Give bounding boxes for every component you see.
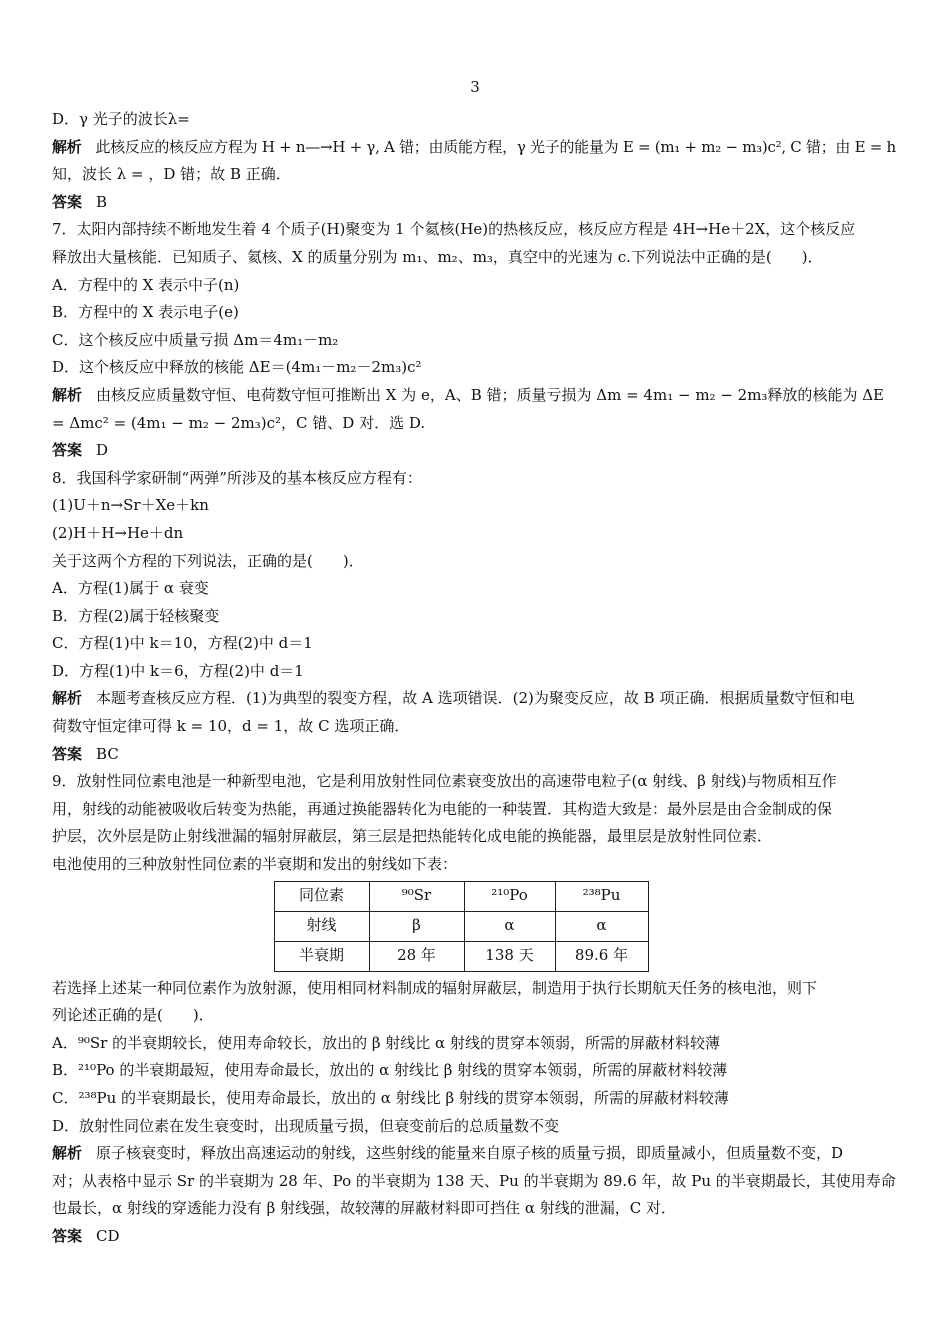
table-cell: α [464,911,555,941]
table-cell: 138 天 [464,941,555,971]
q9-option-b: B．²¹⁰Po 的半衰期最短，使用寿命最长，放出的 α 射线比 β 射线的贯穿本领弱，所需的屏蔽材料较薄 [52,1061,728,1080]
q9-table-intro: 电池使用的三种放射性同位素的半衰期和发出的射线如下表： [52,855,458,874]
table-cell: 89.6 年 [555,941,648,971]
q8-equation-2: (2)H＋H→He＋dn [52,523,184,542]
q9-option-d: D．放射性同位素在发生衰变时，出现质量亏损，但衰变前后的总质量数不变 [52,1116,560,1135]
q9-analysis-line-2: 对；从表格中显示 Sr 的半衰期为 28 年、Po 的半衰期为 138 天、Pu 的半衰期为 89.6 年，故 Pu 的半衰期最长，其使用寿命 [52,1171,896,1190]
answer-tag: 答案 [52,744,83,763]
q7-option-b: B．方程中的 X 表示电子(e) [52,303,239,322]
isotope-table-wrap [52,881,900,972]
table-cell: 28 年 [369,941,464,971]
analysis-tag: 解析 [52,1144,83,1163]
q8-analysis-text-1: 本题考查核反应方程．(1)为典型的裂变方程，故 A 选项错误．(2)为聚变反应，故 B 项正确．根据质量数守恒和电 [96,689,855,708]
q9-answer [52,1223,900,1251]
q7-answer-value: D [96,441,109,460]
table-row [274,911,648,941]
q8-stem: 8．我国科学家研制“两弹”所涉及的基本核反应方程有： [52,468,422,487]
q6-answer-value: B [96,192,108,211]
q6-analysis-line-2: 知，波长 λ = ，D 错；故 B 正确． [52,165,291,184]
table-cell: 射线 [274,911,369,941]
answer-tag: 答案 [52,441,83,460]
q8-analysis-line-1 [52,685,900,713]
table-cell: ²³⁸Pu [555,881,648,911]
table-cell: ²¹⁰Po [464,881,555,911]
q7-option-d: D．这个核反应中释放的核能 ΔE＝(4m₁－m₂－2m₃)c² [52,358,422,377]
analysis-tag: 解析 [52,689,83,708]
table-cell: α [555,911,648,941]
q8-option-c: C．方程(1)中 k＝10，方程(2)中 d＝1 [52,634,313,653]
q8-option-b: B．方程(2)属于轻核聚变 [52,606,220,625]
q7-answer [52,437,900,465]
table-cell: 半衰期 [274,941,369,971]
document-body [52,106,900,1251]
answer-tag: 答案 [52,1226,83,1245]
q9-answer-value: CD [96,1226,120,1245]
q8-answer-value: BC [96,744,119,763]
q9-option-c: C．²³⁸Pu 的半衰期最长，使用寿命最长，放出的 α 射线比 β 射线的贯穿本领弱，所需的屏蔽材料较薄 [52,1089,729,1107]
table-cell: 同位素 [274,881,369,911]
q8-analysis-line-2: 荷数守恒定律可得 k = 10，d = 1，故 C 选项正确． [52,717,410,736]
table-cell: β [369,911,464,941]
analysis-tag: 解析 [52,385,83,404]
q9-analysis-line-1 [52,1140,900,1168]
isotope-table [274,881,649,972]
q8-option-a: A．方程(1)属于 α 衰变 [52,579,209,598]
table-cell: ⁹⁰Sr [369,881,464,911]
q6-analysis-text-1: 此核反应的核反应方程为 H + n—→H + γ, A 错；由质能方程，γ 光子的能量为 E = (m₁ + m₂ − m₃)c², C 错；由 E = h [95,137,896,156]
q9-analysis-line-3: 也最长，α 射线的穿透能力没有 β 射线强，故较薄的屏蔽材料即可挡住 α 射线的泄漏，C 对． [52,1199,677,1218]
q9-stem-line-1: 9．放射性同位素电池是一种新型电池，它是利用放射性同位素衰变放出的高速带电粒子(α 射线、β 射线)与物质相互作 [52,772,837,791]
q7-analysis-line-2: = Δmc² = (4m₁ − m₂ − 2m₃)c²，C 错、D 对．选 D. [52,413,426,432]
q9-stem-line-3: 护层，次外层是防止射线泄漏的辐射屏蔽层，第三层是把热能转化成电能的换能器，最里层是放射性同位素． [52,827,773,846]
table-row [274,941,648,971]
page-number: 3 [470,78,480,96]
table-row [274,881,648,911]
q8-question: 关于这两个方程的下列说法，正确的是( )． [52,551,364,570]
q8-option-d: D．方程(1)中 k＝6，方程(2)中 d＝1 [52,661,304,680]
q6-option-d: D．γ 光子的波长λ= [52,110,190,128]
q7-option-a: A．方程中的 X 表示中子(n) [52,275,240,294]
q9-analysis-text-1: 原子核衰变时，释放出高速运动的射线，这些射线的能量来自原子核的质量亏损，即质量减小，但质量数不变，D [96,1144,844,1163]
q7-stem-line-2: 释放出大量核能．已知质子、氦核、X 的质量分别为 m₁、m₂、m₃，真空中的光速为 c.下列说法中正确的是( )． [52,247,823,266]
q7-option-c: C．这个核反应中质量亏损 Δm＝4m₁－m₂ [52,330,339,349]
q6-analysis-line-1 [52,134,900,162]
q9-question-line-1: 若选择上述某一种同位素作为放射源，使用相同材料制成的辐射屏蔽层，制造用于执行长期航天任务的核电池，则下 [52,978,818,997]
q7-stem-line-1: 7．太阳内部持续不断地发生着 4 个质子(H)聚变为 1 个氦核(He)的热核反应，核反应方程是 4H→He＋2X，这个核反应 [52,220,856,239]
q9-question-line-2: 列论述正确的是( )． [52,1006,214,1025]
q9-stem-line-2: 用，射线的动能被吸收后转变为热能，再通过换能器转化为电能的一种装置．其构造大致是：最外层是由合金制成的保 [52,799,833,818]
q6-answer [52,189,900,217]
q7-analysis-text-1: 由核反应质量数守恒、电荷数守恒可推断出 X 为 e，A、B 错；质量亏损为 Δm = 4m₁ − m₂ − 2m₃释放的核能为 ΔE [96,385,884,404]
analysis-tag: 解析 [52,137,82,156]
q7-analysis-line-1 [52,382,900,410]
q8-answer [52,741,900,769]
answer-tag: 答案 [52,192,83,211]
q8-equation-1: (1)U＋n→Sr＋Xe＋kn [52,496,209,515]
q9-option-a: A．⁹⁰Sr 的半衰期较长，使用寿命较长，放出的 β 射线比 α 射线的贯穿本领弱，所需的屏蔽材料较薄 [52,1033,720,1052]
